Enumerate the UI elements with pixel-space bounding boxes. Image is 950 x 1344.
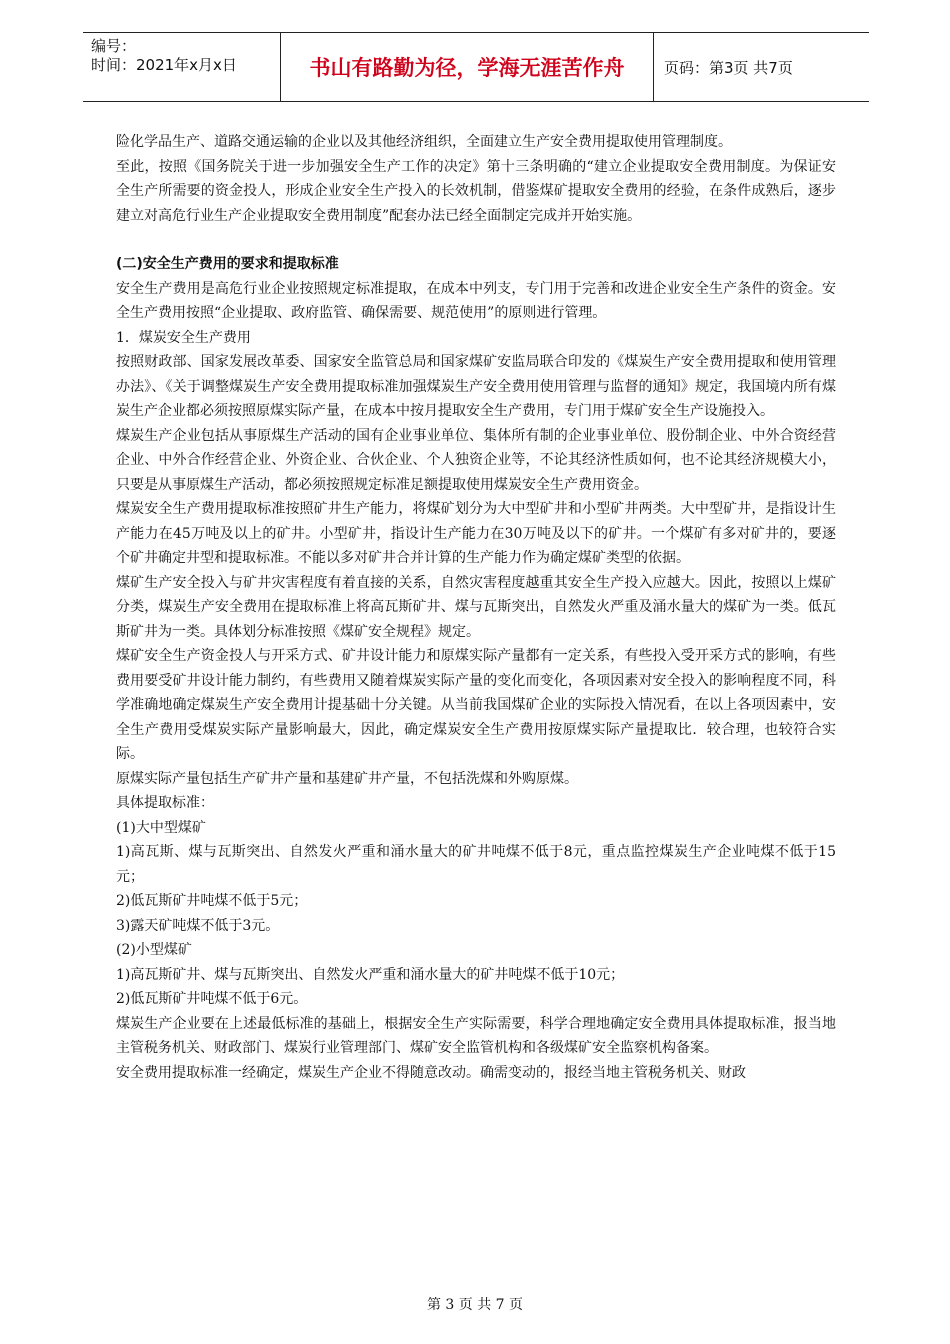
paragraph: 原煤实际产量包括生产矿井产量和基建矿井产量，不包括洗煤和外购原煤。: [116, 770, 578, 787]
page-footer: 第 3 页 共 7 页: [426, 1297, 524, 1313]
paragraph: 1)高瓦斯矿井、煤与瓦斯突出、自然发火严重和涌水量大的矿井吨煤不低于10元；: [116, 966, 625, 983]
paragraph: 煤矿生产安全投入与矿井灾害程度有着直接的关系，自然灾害程度越重其安全生产投入应越大。因此，按照以上煤矿分类，煤炭生产安全费用在提取标准上将高瓦斯矿井、煤与瓦斯突出，自然发火严重及涌水量大的煤矿为一类。低瓦斯矿井为一类。具体划分标准按照《煤矿安全规程》规定。: [116, 574, 836, 640]
document-time-label: 时间：2021年x月x日: [91, 56, 237, 74]
paragraph: 1)高瓦斯、煤与瓦斯突出、自然发火严重和涌水量大的矿井吨煤不低于8元，重点监控煤炭生产企业吨煤不低于15元；: [116, 844, 836, 885]
paragraph: 险化学品生产、道路交通运输的企业以及其他经济组织，全面建立生产安全费用提取使用管理制度。: [116, 134, 732, 150]
document-number-label: 编号：: [91, 37, 137, 55]
paragraph: 安全生产费用是高危行业企业按照规定标准提取，在成本中列支，专门用于完善和改进企业安全生产条件的资金。安全生产费用按照“企业提取、政府监管、确保需要、规范使用”的原则进行管理。: [116, 280, 836, 321]
page-header: [83, 32, 869, 102]
header-page-label: 页码：第3页 共7页: [664, 58, 793, 77]
header-motto: 书山有路勤为径，学海无涯苦作舟: [281, 33, 654, 101]
paragraph: (2)小型煤矿: [116, 942, 192, 958]
paragraph: 煤炭安全生产费用提取标准按照矿井生产能力，将煤矿划分为大中型矿井和小型矿井两类。大中型矿井，是指设计生产能力在45万吨及以上的矿井。小型矿井，指设计生产能力在30万吨及以下的矿井。一个煤矿有多对矿井的，要逐个矿井确定井型和提取标准。不能以多对矿井合并计算的生产能力作为确定煤矿类型的依据。: [116, 501, 836, 566]
paragraph: 具体提取标准：: [116, 795, 214, 811]
paragraph: 2)低瓦斯矿井吨煤不低于6元。: [116, 991, 308, 1007]
paragraph: 煤炭生产企业包括从事原煤生产活动的国有企业事业单位、集体所有制的企业事业单位、股份制企业、中外合资经营企业、中外合作经营企业、外资企业、合伙企业、个人独资企业等，不论其经济性质如何，也不论其经济规模大小，只要是从事原煤生产活动，都必须按照规定标准足额提取使用煤炭安全生产费用资金。: [116, 427, 836, 493]
paragraph: 煤矿安全生产资金投人与开采方式、矿井设计能力和原煤实际产量都有一定关系，有些投入受开采方式的影响，有些费用要受矿井设计能力制约，有些费用又随着煤炭实际产量的变化而变化，各项因素对安全投入的影响程度不同，科学准确地确定煤炭生产安全费用计提基础十分关键。从当前我国煤矿企业的实际投入情况看，在以上各项因素中，安全生产费用受煤炭实际产量影响最大，因此，确定煤炭安全生产费用按原煤实际产量提取比．较合理，也较符合实际。: [116, 648, 836, 762]
paragraph: 安全费用提取标准一经确定，煤炭生产企业不得随意改动。确需变动的，报经当地主管税务机关、财政: [116, 1064, 746, 1081]
paragraph: 煤炭生产企业要在上述最低标准的基础上，根据安全生产实际需要，科学合理地确定安全费用具体提取标准，报当地主管税务机关、财政部门、煤炭行业管理部门、煤矿安全监管机构和各级煤矿安全监察机构备案。: [116, 1015, 836, 1056]
paragraph: 2)低瓦斯矿井吨煤不低于5元；: [116, 893, 308, 909]
paragraph: (1)大中型煤矿: [116, 819, 206, 836]
paragraph: 1．煤炭安全生产费用: [116, 329, 251, 346]
document-body: [116, 130, 836, 1085]
paragraph: 3)露天矿吨煤不低于3元。: [116, 917, 280, 934]
paragraph: 按照财政部、国家发展改革委、国家安全监管总局和国家煤矿安监局联合印发的《煤炭生产安全费用提取和使用管理办法》、《关于调整煤炭生产安全费用提取标准加强煤炭生产安全费用使用管理与监督的通知》规定，我国境内所有煤炭生产企业都必须按照原煤实际产量，在成本中按月提取安全生产费用，专门用于煤矿安全生产设施投入。: [116, 354, 836, 419]
paragraph: 至此，按照《国务院关于进一步加强安全生产工作的决定》第十三条明确的“建立企业提取安全费用制度。为保证安全生产所需要的资金投人，形成企业安全生产投入的长效机制，借鉴煤矿提取安全费用的经验，在条件成熟后，逐步建立对高危行业生产企业提取安全费用制度”配套办法已经全面制定完成并开始实施。: [116, 158, 836, 224]
header-meta: [83, 33, 281, 101]
section-heading: (二)安全生产费用的要求和提取标准: [116, 256, 339, 272]
